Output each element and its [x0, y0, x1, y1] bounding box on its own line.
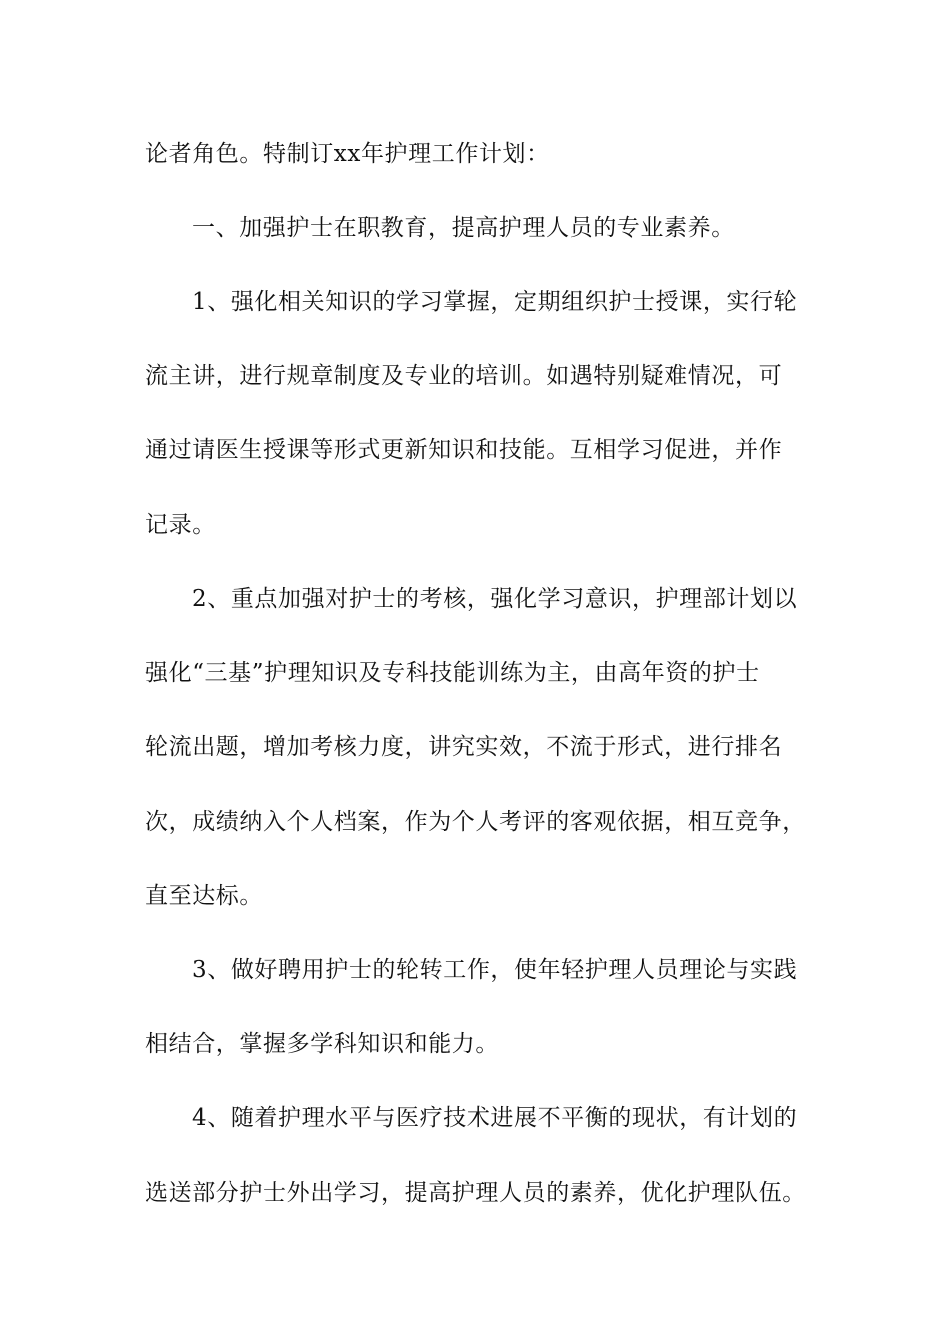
item-4-line-2: 选送部分护士外出学习，提高护理人员的素养，优化护理队伍。: [145, 1180, 806, 1206]
item-4-line-1: 4、随着护理水平与医疗技术进展不平衡的现状，有计划的: [192, 1105, 798, 1131]
item-2-line-5: 直至达标。: [145, 883, 263, 909]
item-2-line-2: 强化“三基”护理知识及专科技能训练为主，由高年资的护士: [145, 660, 760, 686]
item-2-line-3: 轮流出题，增加考核力度，讲究实效，不流于形式，进行排名: [145, 734, 783, 760]
item-2-line-1: 2、重点加强对护士的考核，强化学习意识，护理部计划以: [192, 586, 798, 612]
item-1-line-2: 流主讲，进行规章制度及专业的培训。如遇特别疑难情况，可: [145, 363, 783, 389]
item-1-line-3: 通过请医生授课等形式更新知识和技能。互相学习促进，并作: [145, 437, 783, 463]
item-3-line-1: 3、做好聘用护士的轮转工作，使年轻护理人员理论与实践: [192, 957, 798, 983]
text-line-continuation: 论者角色。特制订xx年护理工作计划：: [145, 141, 550, 167]
item-2-line-4: 次，成绩纳入个人档案，作为个人考评的客观依据，相互竞争，: [145, 809, 806, 835]
section-heading-1: 一、加强护士在职教育，提高护理人员的专业素养。: [192, 215, 735, 241]
item-1-line-1: 1、强化相关知识的学习掌握，定期组织护士授课，实行轮: [192, 289, 798, 315]
item-3-line-2: 相结合，掌握多学科知识和能力。: [145, 1031, 499, 1057]
item-1-line-4: 记录。: [145, 512, 216, 538]
